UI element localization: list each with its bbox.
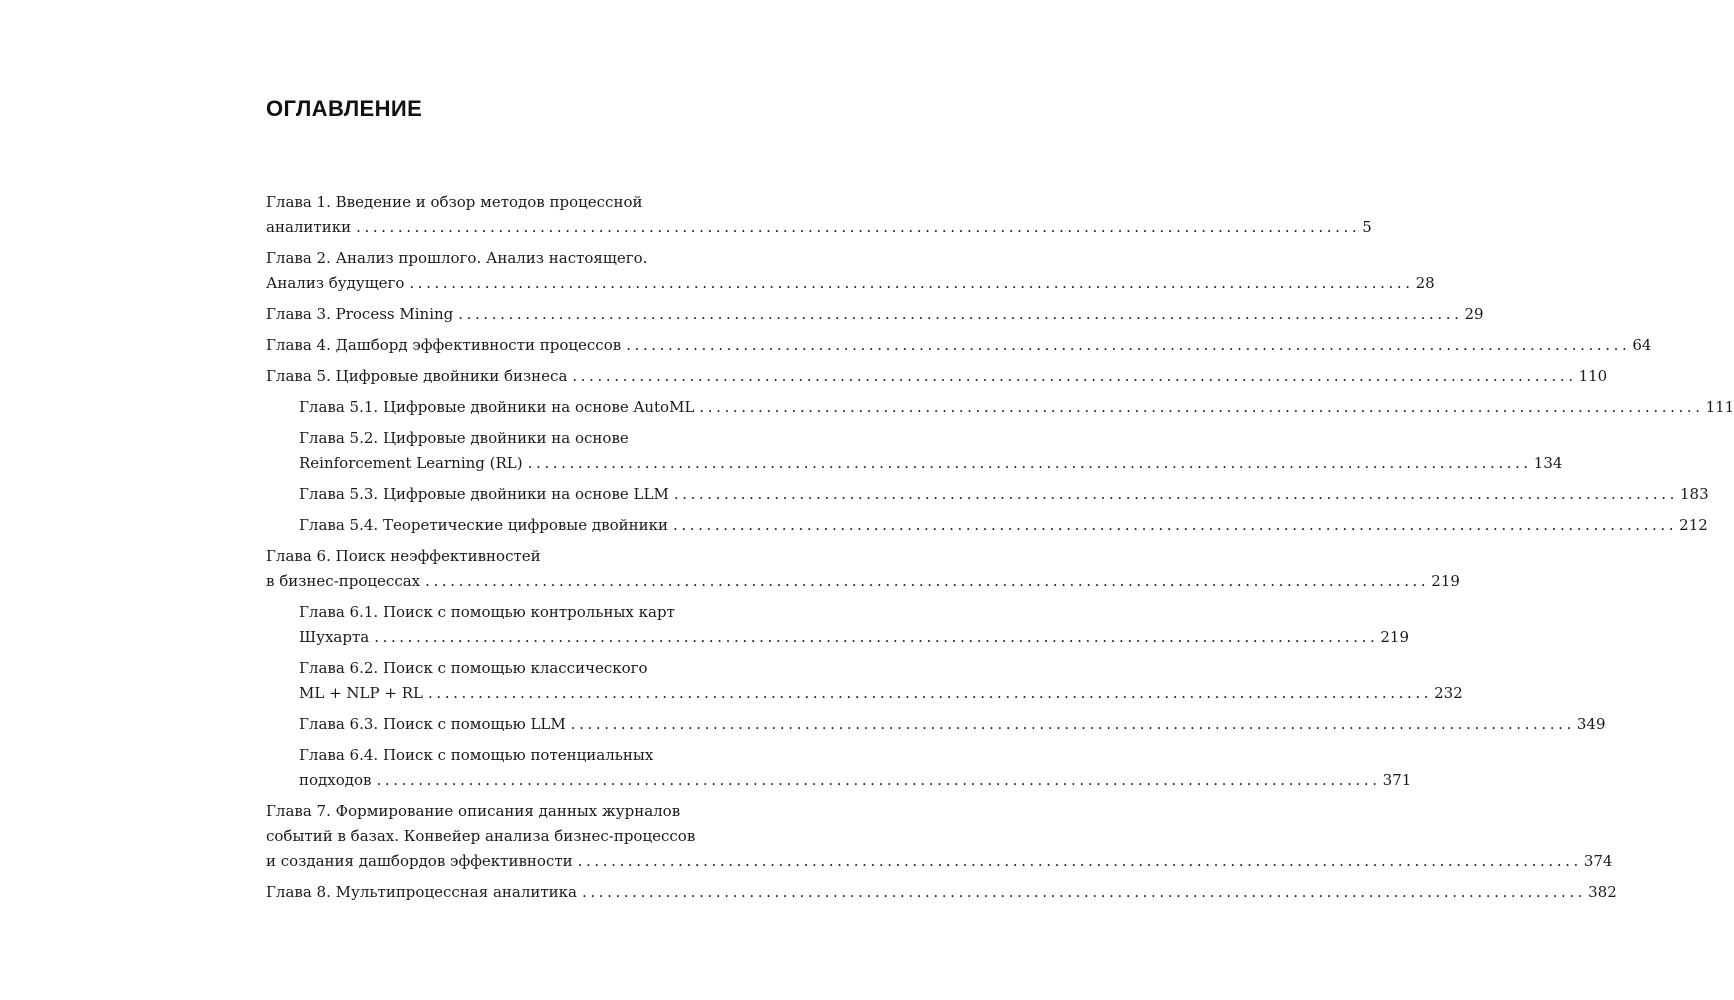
toc-entry-title-line: Reinforcement Learning (RL): [299, 454, 523, 472]
toc-entry[interactable]: [266, 190, 1372, 240]
toc-entry[interactable]: [266, 364, 1608, 389]
page-number: 349: [1576, 715, 1606, 733]
dot-leader: ........................................................................................................................: [577, 852, 1582, 870]
toc-entry-title-line: Глава 6.3. Поиск с помощью LLM: [299, 715, 566, 733]
toc-entry-row: [299, 712, 1606, 737]
toc-entry[interactable]: [266, 880, 1617, 905]
page-number: 371: [1382, 771, 1412, 789]
toc-entry-title-line: Глава 6.4. Поиск с помощью потенциальных: [299, 746, 654, 764]
toc-entry[interactable]: [266, 333, 1652, 358]
toc-entry-row: [299, 681, 1463, 706]
dot-leader: ........................................................................................................................: [581, 883, 1587, 901]
toc-entry[interactable]: [299, 656, 1463, 706]
dot-leader: ........................................................................................................................: [458, 305, 1463, 323]
toc-entry-row: [266, 333, 1652, 358]
toc-entry-row: [266, 569, 1460, 594]
toc-entry[interactable]: [266, 246, 1435, 296]
dot-leader: ........................................................................................................................: [356, 218, 1361, 236]
page-number: 219: [1431, 572, 1460, 590]
toc-entry-row: [299, 482, 1709, 507]
toc-entry[interactable]: [299, 482, 1709, 507]
toc-entry-row: [299, 451, 1563, 476]
dot-leader: ........................................................................................................................: [425, 572, 1430, 590]
page-number: 232: [1434, 684, 1463, 702]
dot-leader: ........................................................................................................................: [626, 336, 1631, 354]
toc-entry[interactable]: [266, 799, 1613, 874]
toc-entry-title-line: в бизнес-процессах: [266, 572, 421, 590]
dot-leader: ........................................................................................................................: [570, 715, 1575, 733]
toc-entry-title-line: Глава 5.4. Теоретические цифровые двойники: [299, 516, 668, 534]
toc-entry-row: [266, 880, 1617, 905]
toc-entry-title-line: Шухарта: [299, 628, 370, 646]
toc-entry-title-line: Глава 8. Мультипроцессная аналитика: [266, 883, 577, 901]
toc-entry[interactable]: [299, 600, 1410, 650]
dot-leader: ........................................................................................................................: [572, 367, 1577, 385]
page-number: 374: [1583, 852, 1613, 870]
page-number: 29: [1464, 305, 1484, 323]
toc-entry[interactable]: [299, 395, 1734, 420]
page-number: 28: [1415, 274, 1435, 292]
toc-entry-title-line: Глава 4. Дашборд эффективности процессов: [266, 336, 622, 354]
toc-entry-title-line: Анализ будущего: [266, 274, 405, 292]
toc-entry-title-line: Глава 5.2. Цифровые двойники на основе: [299, 429, 629, 447]
toc-entry-title-line: Глава 6. Поиск неэффективностей: [266, 547, 541, 565]
toc-entry[interactable]: [299, 743, 1412, 793]
dot-leader: ........................................................................................................................: [376, 771, 1381, 789]
toc-entry-row: [266, 271, 1435, 296]
toc-entry-row: [266, 364, 1608, 389]
page-number: 111: [1705, 398, 1734, 416]
toc-entry-title-line: Глава 5.1. Цифровые двойники на основе AutoML: [299, 398, 695, 416]
toc-entry-row: [266, 302, 1484, 327]
toc-entry-row: [299, 395, 1734, 420]
toc-entry-title-line: Глава 5. Цифровые двойники бизнеса: [266, 367, 568, 385]
page-number: 5: [1362, 218, 1372, 236]
toc-entry-row: [299, 513, 1708, 538]
page-number: 64: [1632, 336, 1652, 354]
toc-entry-title-line: и создания дашбордов эффективности: [266, 852, 573, 870]
page-number: 134: [1533, 454, 1563, 472]
dot-leader: ........................................................................................................................: [409, 274, 1414, 292]
toc-entry-title-line: Глава 2. Анализ прошлого. Анализ настоящего.: [266, 249, 648, 267]
toc-entry-row: [299, 625, 1410, 650]
toc-entry-row: [266, 849, 1613, 874]
dot-leader: ........................................................................................................................: [527, 454, 1532, 472]
toc-entry[interactable]: [266, 302, 1484, 327]
table-of-contents: [266, 190, 1734, 911]
toc-entry[interactable]: [299, 513, 1708, 538]
dot-leader: ........................................................................................................................: [374, 628, 1379, 646]
toc-entry[interactable]: [299, 426, 1563, 476]
dot-leader: ........................................................................................................................: [673, 485, 1678, 503]
toc-entry-title-line: подходов: [299, 771, 372, 789]
toc-entry-row: [299, 768, 1412, 793]
page-number: 183: [1680, 485, 1709, 503]
toc-entry-title-line: аналитики: [266, 218, 352, 236]
toc-entry[interactable]: [299, 712, 1606, 737]
toc-entry-title-line: Глава 5.3. Цифровые двойники на основе LLM: [299, 485, 669, 503]
page-number: 212: [1679, 516, 1708, 534]
dot-leader: ........................................................................................................................: [699, 398, 1704, 416]
page-title: ОГЛАВЛЕНИЕ: [266, 96, 423, 121]
page-number: 382: [1588, 883, 1617, 901]
toc-entry-title-line: Глава 1. Введение и обзор методов процессной: [266, 193, 643, 211]
toc-entry-row: [266, 215, 1372, 240]
page-number: 219: [1380, 628, 1410, 646]
dot-leader: ........................................................................................................................: [427, 684, 1433, 702]
toc-entry-title-line: событий в базах. Конвейер анализа бизнес-процессов: [266, 827, 696, 845]
toc-entry-title-line: ML + NLP + RL: [299, 684, 423, 702]
dot-leader: ........................................................................................................................: [672, 516, 1678, 534]
toc-entry-title-line: Глава 6.2. Поиск с помощью классического: [299, 659, 648, 677]
toc-entry[interactable]: [266, 544, 1460, 594]
page-number: 110: [1578, 367, 1608, 385]
toc-entry-title-line: Глава 3. Process Mining: [266, 305, 454, 323]
toc-entry-title-line: Глава 7. Формирование описания данных журналов: [266, 802, 681, 820]
toc-entry-title-line: Глава 6.1. Поиск с помощью контрольных карт: [299, 603, 675, 621]
